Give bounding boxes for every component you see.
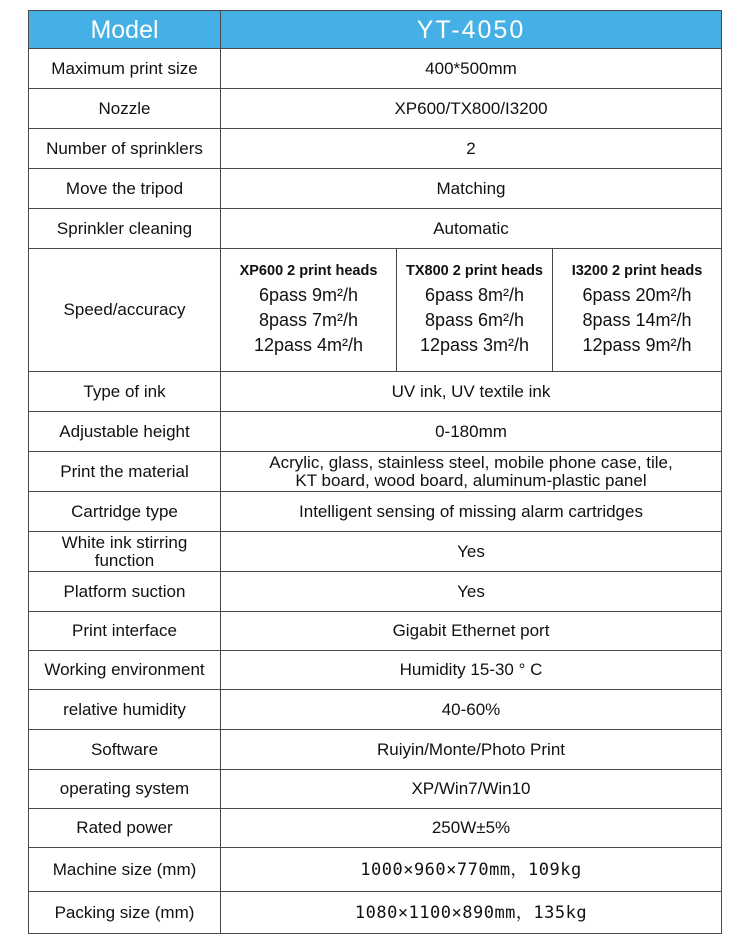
- speed-head-title: XP600 2 print heads: [239, 263, 378, 279]
- row-label: Print the material: [29, 452, 221, 492]
- row-label: Sprinkler cleaning: [29, 209, 221, 249]
- speed-cell: [221, 249, 722, 372]
- row-value: Gigabit Ethernet port: [221, 612, 722, 651]
- table-row: [29, 372, 722, 412]
- row-value: 1080×1100×890mm，135kg: [221, 892, 722, 934]
- row-label: Print interface: [29, 612, 221, 651]
- row-label: Nozzle: [29, 89, 221, 129]
- row-label: Speed/accuracy: [29, 249, 221, 372]
- row-label: [29, 532, 221, 572]
- table-row: [29, 492, 722, 532]
- table-row: [29, 572, 722, 612]
- speed-head-tx800: [396, 249, 552, 371]
- table-row: [29, 651, 722, 690]
- row-value: Matching: [221, 169, 722, 209]
- table-row: [29, 209, 722, 249]
- row-value: 1000×960×770mm，109kg: [221, 848, 722, 892]
- row-value: UV ink, UV textile ink: [221, 372, 722, 412]
- speed-head-i3200: [552, 249, 721, 371]
- header-row: [29, 11, 722, 49]
- table-row: [29, 770, 722, 809]
- table-row: [29, 49, 722, 89]
- table-row: [29, 129, 722, 169]
- row-label: Adjustable height: [29, 412, 221, 452]
- header-label: Model: [29, 11, 221, 49]
- spec-table: [28, 10, 722, 934]
- row-label: relative humidity: [29, 690, 221, 730]
- row-label: Machine size (mm): [29, 848, 221, 892]
- table-row: [29, 452, 722, 492]
- row-value: XP600/TX800/I3200: [221, 89, 722, 129]
- speed-line: 8pass 6m²/h: [424, 310, 525, 330]
- speed-line: 6pass 20m²/h: [582, 285, 692, 305]
- table-row: [29, 730, 722, 770]
- table-row: [29, 612, 722, 651]
- table-row: [29, 690, 722, 730]
- row-value: Intelligent sensing of missing alarm cartridges: [221, 492, 722, 532]
- speed-line: 12pass 9m²/h: [582, 335, 692, 355]
- row-label: Software: [29, 730, 221, 770]
- row-label: Rated power: [29, 809, 221, 848]
- row-label: Working environment: [29, 651, 221, 690]
- row-value: 2: [221, 129, 722, 169]
- row-value: Yes: [221, 572, 722, 612]
- speed-head-title: TX800 2 print heads: [406, 263, 543, 279]
- table-row: [29, 809, 722, 848]
- table-row: [29, 892, 722, 934]
- row-label: Platform suction: [29, 572, 221, 612]
- row-label: Maximum print size: [29, 49, 221, 89]
- row-label: Move the tripod: [29, 169, 221, 209]
- row-label: operating system: [29, 770, 221, 809]
- row-value: Humidity 15-30 ° C: [221, 651, 722, 690]
- row-label: Packing size (mm): [29, 892, 221, 934]
- row-value: 400*500mm: [221, 49, 722, 89]
- value-line: Acrylic, glass, stainless steel, mobile phone case, tile,: [269, 452, 673, 472]
- speed-head-title: I3200 2 print heads: [571, 263, 703, 279]
- row-value: Yes: [221, 532, 722, 572]
- row-label: Type of ink: [29, 372, 221, 412]
- row-value: [221, 452, 722, 492]
- speed-row: [29, 249, 722, 372]
- row-value: 0-180mm: [221, 412, 722, 452]
- row-value: 40-60%: [221, 690, 722, 730]
- header-model-value: YT-4050: [221, 11, 722, 49]
- row-value: Automatic: [221, 209, 722, 249]
- speed-line: 8pass 14m²/h: [582, 310, 692, 330]
- speed-line: 12pass 3m²/h: [419, 335, 530, 355]
- value-line: KT board, wood board, aluminum-plastic panel: [295, 470, 647, 490]
- table-row: [29, 89, 722, 129]
- speed-line: 6pass 8m²/h: [424, 285, 525, 305]
- row-label: Number of sprinklers: [29, 129, 221, 169]
- row-value: XP/Win7/Win10: [221, 770, 722, 809]
- speed-line: 12pass 4m²/h: [253, 335, 364, 355]
- speed-line: 6pass 9m²/h: [258, 285, 359, 305]
- table-row: [29, 169, 722, 209]
- table-row: [29, 532, 722, 572]
- table-row: [29, 412, 722, 452]
- speed-line: 8pass 7m²/h: [258, 310, 359, 330]
- row-value: Ruiyin/Monte/Photo Print: [221, 730, 722, 770]
- label-line: function: [94, 550, 155, 570]
- row-label: Cartridge type: [29, 492, 221, 532]
- row-value: 250W±5%: [221, 809, 722, 848]
- label-line: White ink stirring: [61, 532, 188, 552]
- speed-head-xp600: [221, 249, 396, 371]
- table-row: [29, 848, 722, 892]
